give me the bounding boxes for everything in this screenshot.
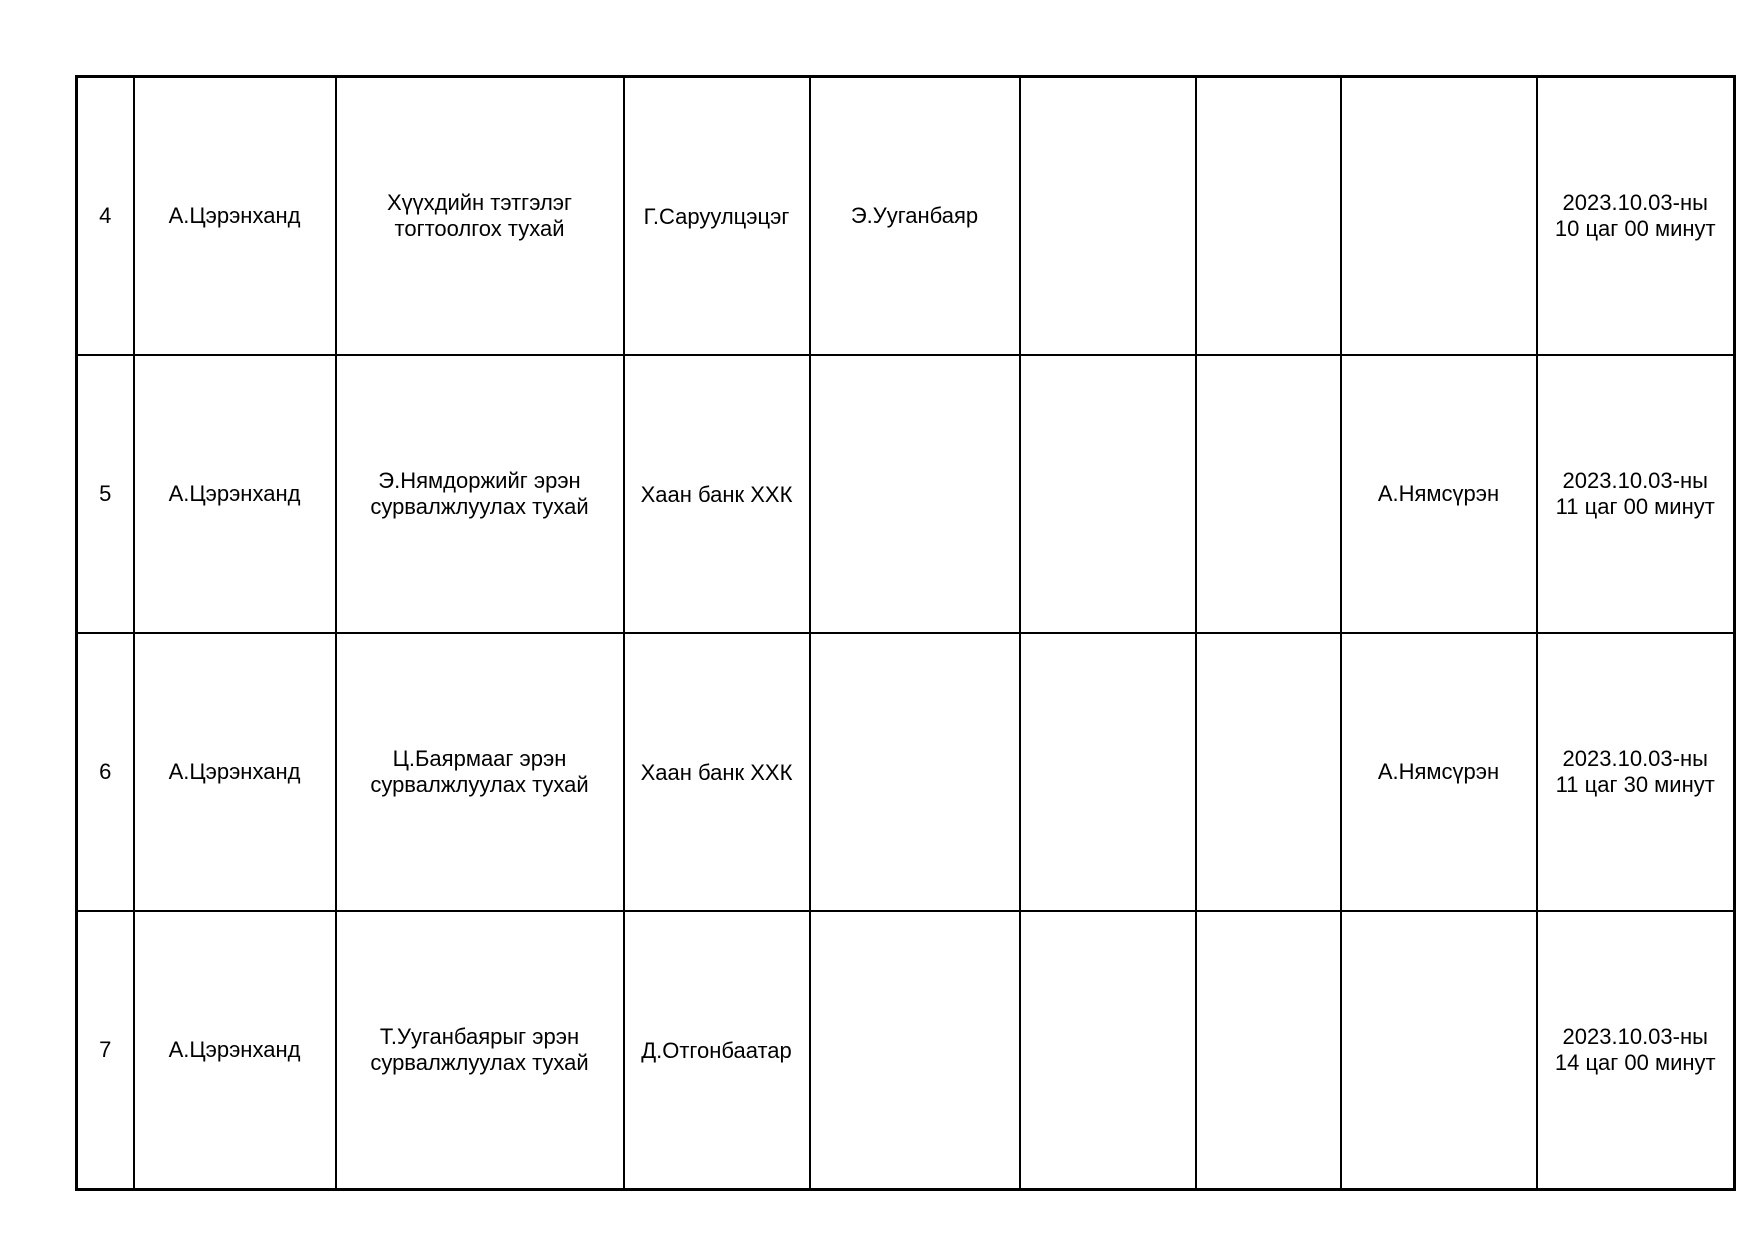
row-number-cell: 4 (77, 77, 134, 356)
hearing-time: 11 цаг 30 минут (1555, 772, 1715, 797)
case-subject-line: сурвалжлуулах тухай (370, 494, 589, 519)
hearing-datetime-cell (1537, 633, 1735, 911)
third-party-cell: А.Нямсүрэн (1341, 633, 1537, 911)
judge-cell: А.Цэрэнханд (134, 911, 336, 1190)
claimant-cell (624, 77, 810, 356)
empty-cell (1020, 633, 1196, 911)
empty-cell (1196, 355, 1341, 633)
hearing-date: 2023.10.03-ны (1562, 467, 1708, 493)
hearing-datetime-cell (1537, 911, 1735, 1190)
case-subject-line: Ц.Баярмааг эрэн (392, 745, 567, 771)
hearing-datetime-cell (1537, 355, 1735, 633)
table-row (77, 355, 1735, 633)
third-party-cell (1341, 77, 1537, 356)
empty-cell (1196, 633, 1341, 911)
hearing-time: 10 цаг 00 минут (1554, 216, 1716, 241)
third-party-cell (1341, 911, 1537, 1190)
row-number-cell: 7 (77, 911, 134, 1190)
case-subject-cell (336, 911, 624, 1190)
case-subject-line: Т.Ууганбаярыг эрэн (379, 1023, 580, 1049)
judge-cell: А.Цэрэнханд (134, 355, 336, 633)
table-row (77, 77, 1735, 356)
defendant-cell: Э.Ууганбаяр (810, 77, 1020, 356)
empty-cell (1020, 355, 1196, 633)
hearing-schedule-table (75, 75, 1736, 1191)
third-party-cell: А.Нямсүрэн (1341, 355, 1537, 633)
case-subject-line: сурвалжлуулах тухай (370, 1050, 589, 1075)
hearing-time: 11 цаг 00 минут (1555, 494, 1715, 519)
case-subject-cell (336, 77, 624, 356)
hearing-date: 2023.10.03-ны (1562, 189, 1708, 215)
judge-cell: А.Цэрэнханд (134, 633, 336, 911)
case-subject-line: сурвалжлуулах тухай (370, 772, 589, 797)
defendant-cell (810, 355, 1020, 633)
table-row (77, 911, 1735, 1190)
hearing-date: 2023.10.03-ны (1562, 1023, 1708, 1049)
claimant-cell (624, 911, 810, 1190)
hearing-time: 14 цаг 00 минут (1554, 1050, 1716, 1075)
defendant-cell (810, 633, 1020, 911)
defendant-cell (810, 911, 1020, 1190)
case-subject-line: Хүүхдийн тэтгэлэг (386, 189, 573, 215)
hearing-date: 2023.10.03-ны (1562, 745, 1708, 771)
case-subject-cell (336, 633, 624, 911)
claimant-name: Хаан банк ХХК (640, 481, 793, 507)
row-number-cell: 6 (77, 633, 134, 911)
claimant-cell (624, 633, 810, 911)
judge-cell: А.Цэрэнханд (134, 77, 336, 356)
empty-cell (1020, 77, 1196, 356)
claimant-name: Д.Отгонбаатар (641, 1037, 792, 1063)
table-row (77, 633, 1735, 911)
hearing-datetime-cell (1537, 77, 1735, 356)
empty-cell (1020, 911, 1196, 1190)
case-subject-line: Э.Нямдоржийг эрэн (378, 467, 581, 493)
case-subject-line: тогтоолгох тухай (394, 216, 565, 241)
empty-cell (1196, 77, 1341, 356)
empty-cell (1196, 911, 1341, 1190)
case-subject-cell (336, 355, 624, 633)
row-number-cell: 5 (77, 355, 134, 633)
claimant-cell (624, 355, 810, 633)
claimant-name: Г.Саруулцэцэг (643, 203, 790, 229)
claimant-name: Хаан банк ХХК (640, 759, 793, 785)
